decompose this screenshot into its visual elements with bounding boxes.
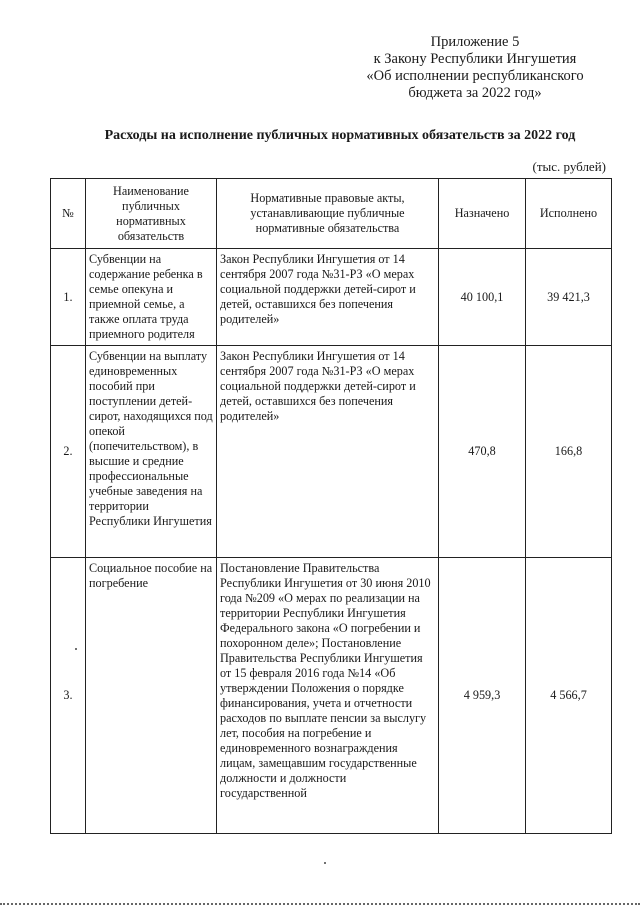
row-name: Социальное пособие на погребение xyxy=(86,558,217,834)
row-name: Субвенции на содержание ребенка в семье опекуна и приемной семье, а также оплата труда приемного родителя xyxy=(86,249,217,346)
units-label: (тыс. рублей) xyxy=(532,159,606,174)
row-executed: 4 566,7 xyxy=(526,558,612,834)
row-assigned: 40 100,1 xyxy=(439,249,526,346)
row-num: 2. xyxy=(51,346,86,558)
scan-speck xyxy=(75,648,77,650)
row-num: 1. xyxy=(51,249,86,346)
scan-speck xyxy=(324,862,326,864)
appendix-block xyxy=(330,34,620,102)
header-acts: Нормативные правовые акты, устанавливающие публичные нормативные обязательства xyxy=(217,179,439,249)
table-row xyxy=(51,346,612,558)
row-executed: 39 421,3 xyxy=(526,249,612,346)
row-acts: Постановление Правительства Республики Ингушетия от 30 июня 2010 года №209 «О мерах по реализации на территории Республики Ингушетия Федерального закона «О погребении и похоронном деле»; Постановление Правительства Республики Ингушетия от 15 февраля 2016 года №14 «Об утверждении Положения о порядке финансирования, учета и отчетности расходов по выплате пенсии за выслугу лет, пособия на погребение и единовременного вознаграждения лицам, замещавшим государственные должности и должности государственной xyxy=(217,558,439,834)
scan-edge-line xyxy=(0,897,640,905)
appendix-line: Приложение 5 xyxy=(430,34,520,50)
row-acts: Закон Республики Ингушетия от 14 сентября 2007 года №31-РЗ «О мерах социальной поддержки детей-сирот и детей, оставшихся без попечения родителей» xyxy=(217,346,439,558)
obligations-table xyxy=(50,178,612,834)
header-num: № xyxy=(51,179,86,249)
header-name: Наименование публичных нормативных обязательств xyxy=(86,179,217,249)
row-name: Субвенции на выплату единовременных пособий при поступлении детей-сирот, находящихся под опекой (попечительством), в высшие и средние профессиональные учебные заведения на территории Республики Ингушетия xyxy=(86,346,217,558)
row-executed: 166,8 xyxy=(526,346,612,558)
appendix-line: «Об исполнении республиканского xyxy=(366,68,584,84)
page-title: Расходы на исполнение публичных нормативных обязательств за 2022 год xyxy=(104,128,576,143)
table-header-row xyxy=(51,179,612,249)
row-assigned: 4 959,3 xyxy=(439,558,526,834)
row-assigned: 470,8 xyxy=(439,346,526,558)
header-assigned: Назначено xyxy=(439,179,526,249)
table-row xyxy=(51,249,612,346)
row-num: 3. xyxy=(51,558,86,834)
appendix-line: к Закону Республики Ингушетия xyxy=(373,51,577,67)
row-acts: Закон Республики Ингушетия от 14 сентября 2007 года №31-РЗ «О мерах социальной поддержки детей-сирот и детей, оставшихся без попечения родителей» xyxy=(217,249,439,346)
table-row xyxy=(51,558,612,834)
appendix-line: бюджета за 2022 год» xyxy=(408,85,542,101)
header-executed: Исполнено xyxy=(526,179,612,249)
